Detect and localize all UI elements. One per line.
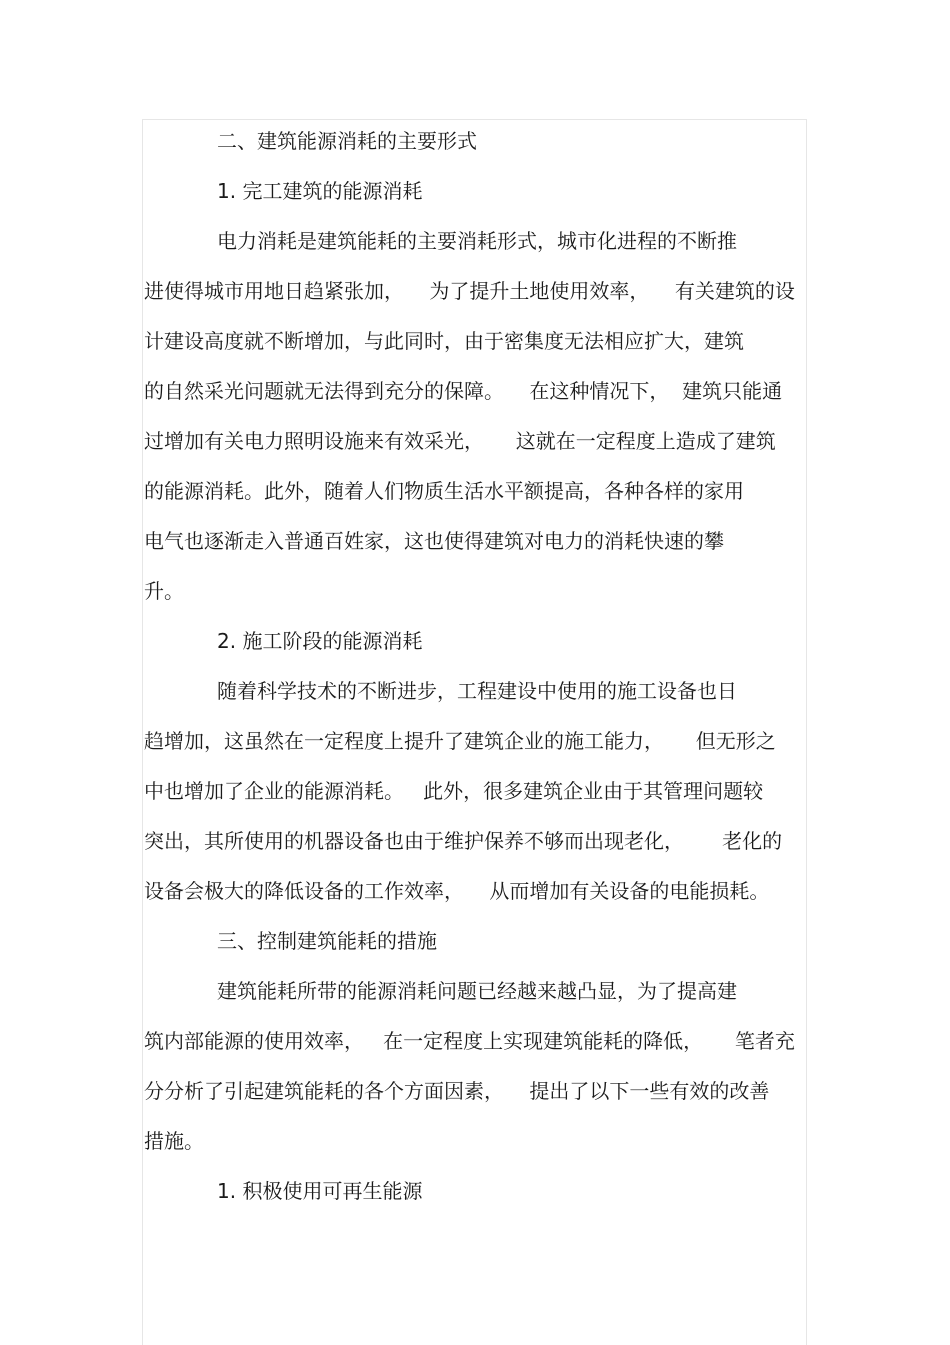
subheading-2-2: 2. 施工阶段的能源消耗 (217, 629, 423, 653)
paragraph-line: 建筑能耗所带的能源消耗问题已经越来越凸显，为了提高建 (217, 979, 737, 1003)
paragraph-line: 趋增加，这虽然在一定程度上提升了建筑企业的施工能力， 但无形之 (144, 729, 776, 753)
section-heading-3: 三、控制建筑能耗的措施 (217, 929, 437, 953)
paragraph-line: 措施。 (144, 1129, 204, 1153)
paragraph-line: 设备会极大的降低设备的工作效率， 从而增加有关设备的电能损耗。 (144, 879, 770, 903)
paragraph-line: 升。 (144, 579, 184, 603)
paragraph-line: 筑内部能源的使用效率， 在一定程度上实现建筑能耗的降低， 笔者充 (144, 1029, 795, 1053)
paragraph-line: 的自然采光问题就无法得到充分的保障。 在这种情况下， 建筑只能通 (144, 379, 783, 403)
paragraph-line: 电气也逐渐走入普通百姓家，这也使得建筑对电力的消耗快速的攀 (144, 529, 724, 553)
paragraph-line: 过增加有关电力照明设施来有效采光， 这就在一定程度上造成了建筑 (144, 429, 776, 453)
paragraph-line: 突出，其所使用的机器设备也由于维护保养不够而出现老化， 老化的 (144, 829, 783, 853)
paragraph-line: 电力消耗是建筑能耗的主要消耗形式，城市化进程的不断推 (217, 229, 737, 253)
paragraph-line: 的能源消耗。此外，随着人们物质生活水平额提高，各种各样的家用 (144, 479, 744, 503)
paragraph-line: 分分析了引起建筑能耗的各个方面因素， 提出了以下一些有效的改善 (144, 1079, 770, 1103)
paragraph-line: 计建设高度就不断增加，与此同时，由于密集度无法相应扩大，建筑 (144, 329, 744, 353)
paragraph-line: 进使得城市用地日趋紧张加， 为了提升土地使用效率， 有关建筑的设 (144, 279, 795, 303)
subheading-3-1: 1. 积极使用可再生能源 (217, 1179, 423, 1203)
paragraph-line: 中也增加了企业的能源消耗。 此外，很多建筑企业由于其管理问题较 (144, 779, 764, 803)
section-heading-2: 二、建筑能源消耗的主要形式 (217, 129, 477, 153)
paragraph-line: 随着科学技术的不断进步，工程建设中使用的施工设备也日 (217, 679, 737, 703)
subheading-2-1: 1. 完工建筑的能源消耗 (217, 179, 423, 203)
